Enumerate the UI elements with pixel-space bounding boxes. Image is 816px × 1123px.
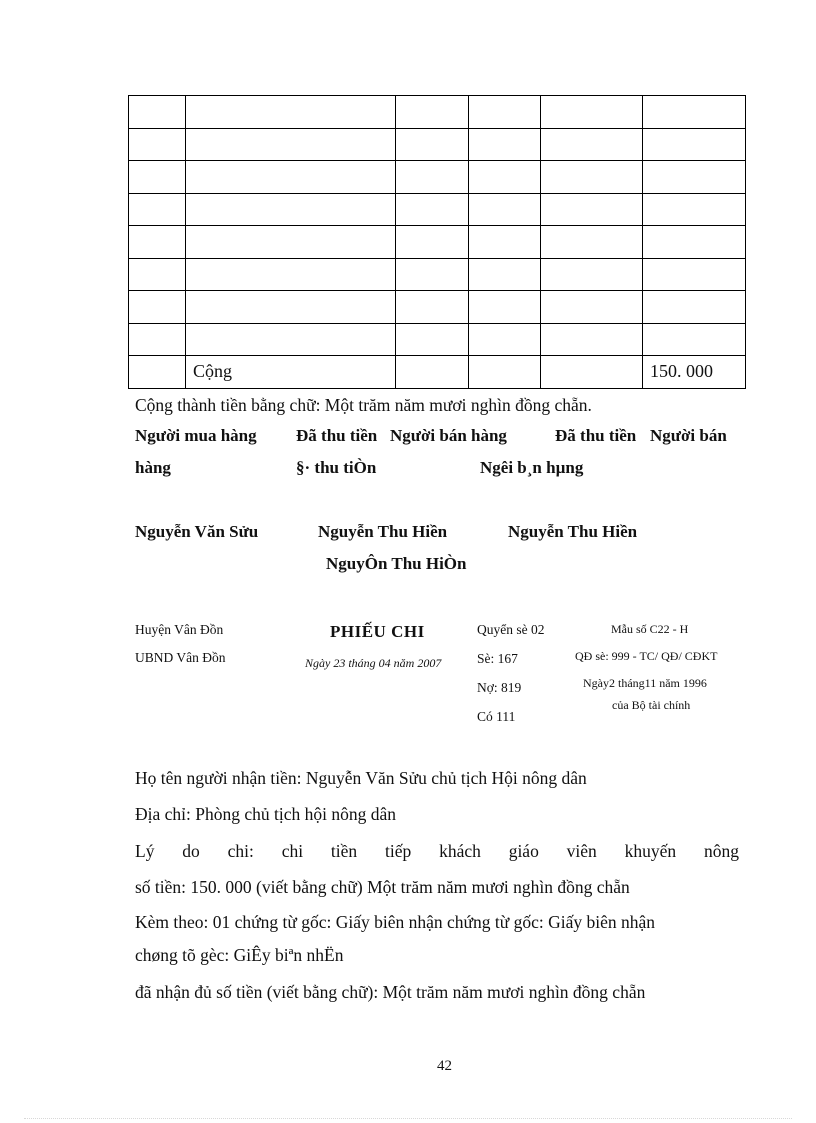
role-seller-garbled: Ngêi b¸n hµng: [480, 458, 584, 477]
table-row: [129, 193, 746, 226]
amount-line: số tiền: 150. 000 (viết bằng chữ) Một trăm năm mươi nghìn đồng chẵn: [135, 877, 630, 897]
total-row: [129, 356, 746, 389]
received-line: đã nhận đủ số tiền (viết bằng chữ): Một trăm năm mươi nghìn đồng chẵn: [135, 982, 646, 1002]
reason-word: khuyến: [624, 841, 677, 861]
credit-account: Có 111: [477, 709, 516, 724]
voucher-date: Ngày 23 tháng 04 năm 2007: [305, 656, 442, 670]
total-value: 150. 000: [643, 356, 746, 389]
issuer: của Bộ tài chính: [612, 698, 691, 712]
table-row: [129, 161, 746, 194]
signer-garbled: NguyÔn Thu HiÒn: [326, 554, 467, 573]
reason-word: tiền: [330, 841, 358, 861]
table-row: [129, 226, 746, 259]
role-collected-garbled: §· thu tiÒn: [296, 458, 377, 477]
attachments-garbled: chøng tõ gèc: GiÊy biªn nhËn: [135, 945, 344, 965]
role-buyer: Người mua hàng: [135, 426, 257, 445]
reason-word: khách: [439, 841, 481, 861]
reason-line: [135, 841, 739, 862]
decision-date: Ngày2 tháng11 năm 1996: [583, 676, 707, 690]
district-label: Huyện Vân Đồn: [135, 622, 224, 637]
role-seller-2: Người bán: [650, 426, 727, 445]
reason-word: do: [182, 841, 200, 861]
attachments-line: Kèm theo: 01 chứng từ gốc: Giấy biên nhận chứng từ gốc: Giấy biên nhận: [135, 912, 656, 932]
reason-word: tiếp: [384, 841, 412, 861]
table-row: [129, 128, 746, 161]
table-row: [129, 291, 746, 324]
signer-seller: Nguyễn Thu Hiền: [508, 522, 638, 541]
reason-word: chi:: [227, 841, 254, 861]
form-code: Mẫu số C22 - H: [611, 622, 689, 636]
footer-divider: [24, 1118, 792, 1119]
table-row: [129, 323, 746, 356]
book-number: Quyển sè 02: [477, 622, 545, 637]
address-line: Địa chỉ: Phòng chủ tịch hội nông dân: [135, 804, 397, 824]
role-collected-2: Đã thu tiền: [555, 426, 637, 445]
amount-in-words: Cộng thành tiền bằng chữ: Một trăm năm mươi nghìn đồng chẵn.: [135, 395, 592, 415]
recipient-line: Họ tên người nhận tiền: Nguyễn Văn Sửu chủ tịch Hội nông dân: [135, 768, 587, 788]
table-row: [129, 258, 746, 291]
voucher-number: Sè: 167: [477, 651, 518, 666]
role-seller: Người bán hàng: [390, 426, 507, 445]
reason-word: viên: [566, 841, 597, 861]
table-row: [129, 96, 746, 129]
committee-label: UBND Vân Đồn: [135, 650, 226, 665]
signer-buyer: Nguyễn Văn Sửu: [135, 522, 259, 541]
reason-word: chi: [281, 841, 304, 861]
reason-word: nông: [703, 841, 739, 861]
decision-number: QĐ sè: 999 - TC/ QĐ/ CĐKT: [575, 649, 718, 663]
voucher-title: PHIẾU CHI: [330, 622, 425, 641]
role-buyer-cont: hàng: [135, 458, 171, 477]
debit-account: Nợ: 819: [477, 680, 522, 695]
total-label: Cộng: [186, 356, 396, 389]
ledger-table: [128, 95, 746, 389]
page-number: 42: [437, 1058, 452, 1074]
signer-cashier: Nguyễn Thu Hiền: [318, 522, 448, 541]
role-collected-1: Đã thu tiền: [296, 426, 378, 445]
reason-word: giáo: [508, 841, 539, 861]
reason-word: Lý: [135, 841, 155, 861]
